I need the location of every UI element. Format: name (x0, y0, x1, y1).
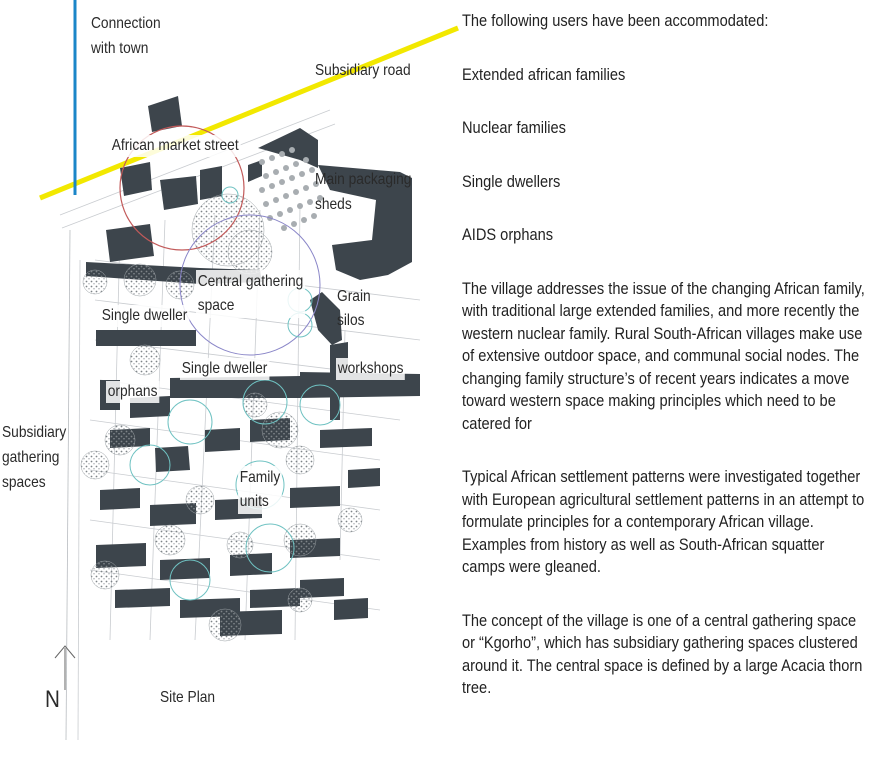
label-grain-silos: Grain silos (337, 288, 371, 329)
notes-paragraph: The village addresses the issue of the changing African family, with traditional large extended families, and more recently the western nuclear family. Rural South-African villages make use of extensive outdoor space, and communal social nodes. The changing family structure’s of recent years indicates a move toward western space making principles which need to be catered for (462, 278, 865, 433)
label-workshops: workshops (336, 358, 405, 380)
north-arrow-icon (55, 646, 75, 690)
label-central-gathering-space: Central gathering space (196, 270, 305, 318)
label-single-dweller-1: Single dweller (100, 305, 189, 327)
label-orphans: orphans (106, 381, 159, 403)
user-item: AIDS orphans (462, 225, 554, 244)
label-family-units: Family units (238, 466, 282, 514)
label-subsidiary-road: Subsidiary road (315, 62, 411, 79)
label-connection-with-town: Connection with town (91, 15, 161, 57)
user-item: Single dwellers (462, 171, 561, 191)
label-single-dweller-2: Single dweller (180, 358, 269, 380)
design-notes (462, 10, 866, 700)
notes-paragraph: Typical African settlement patterns were investigated together with European agricultural settlement patterns in an attempt to formulate principles for a contemporary African village. Examples from history as well as South-African squatter camps were gleaned. (462, 467, 865, 576)
notes-paragraph: The concept of the village is one of a central gathering space or “Kgorho”, which has subsidiary gathering spaces clustered around it. The central space is defined by a large Acacia thorn tree. (462, 610, 863, 697)
notes-intro: The following users have been accommodated: (462, 11, 769, 30)
label-north: N (45, 686, 60, 713)
user-item: Extended african families (462, 64, 626, 84)
label-subsidiary-gathering-spaces: Subsidiary gathering spaces (2, 424, 67, 491)
label-site-plan: Site Plan (160, 689, 216, 706)
label-african-market-street: African market street (110, 135, 240, 157)
trees (81, 194, 362, 641)
user-item: Nuclear families (462, 118, 567, 137)
label-main-packaging-sheds: Main packaging sheds (315, 171, 412, 213)
